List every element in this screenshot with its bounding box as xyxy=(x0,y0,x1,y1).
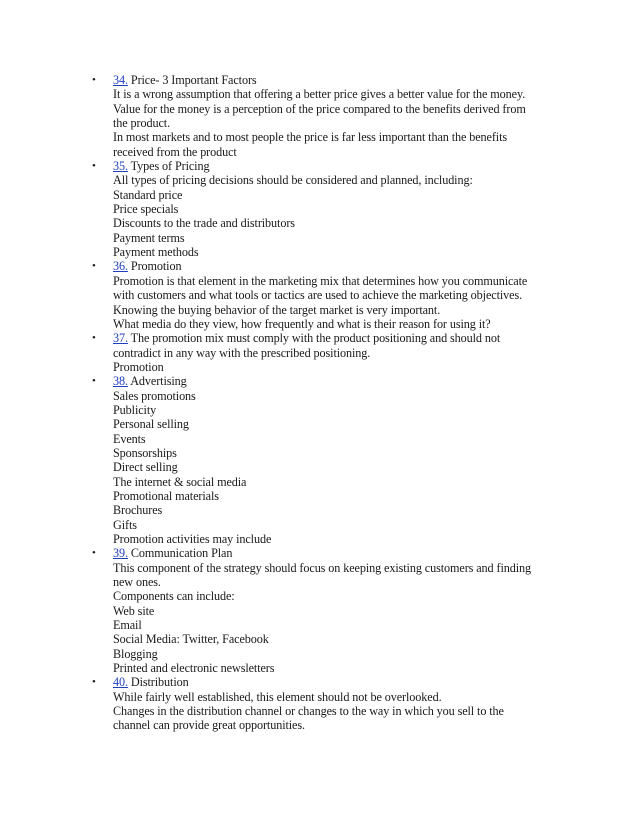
bullet-icon: • xyxy=(92,332,96,345)
item-text-line: Payment terms xyxy=(113,230,185,245)
item-heading-line xyxy=(113,159,562,173)
slide-number-link[interactable]: 37. xyxy=(113,331,128,346)
item-text-line: Personal selling xyxy=(113,417,189,432)
item-heading-line xyxy=(113,546,562,560)
item-text-line: contradict in any way with the prescribed positioning. xyxy=(113,345,371,360)
item-title: Types of Pricing xyxy=(127,159,210,174)
slide-number-link[interactable]: 39. xyxy=(113,546,128,561)
item-text-line: Printed and electronic newsletters xyxy=(113,661,275,676)
item-text-line: Social Media: Twitter, Facebook xyxy=(113,632,269,647)
item-title: Distribution xyxy=(127,675,189,690)
item-text-line: Promotion activities may include xyxy=(113,532,272,546)
bullet-icon: • xyxy=(92,74,96,86)
list-item xyxy=(92,675,562,732)
item-title: The promotion mix must comply with the product positioning and should not xyxy=(127,331,501,346)
list-item xyxy=(92,73,562,159)
item-text-line: channel can provide great opportunities. xyxy=(113,718,305,733)
item-text-line: Gifts xyxy=(113,517,137,532)
item-text-line: Promotional materials xyxy=(113,488,219,503)
item-text-line: Email xyxy=(113,618,142,633)
item-text-line: Promotion is that element in the marketing mix that determines how you communicate xyxy=(113,273,528,288)
item-text-line: Publicity xyxy=(113,402,157,417)
list-item xyxy=(92,546,562,675)
item-text-line: new ones. xyxy=(113,575,161,590)
item-text-line: Direct selling xyxy=(113,460,178,475)
item-title: Advertising xyxy=(127,374,187,389)
list-item xyxy=(92,159,562,259)
slide-number-link[interactable]: 38. xyxy=(113,374,128,389)
item-heading-line xyxy=(113,675,562,689)
item-text-line: Discounts to the trade and distributors xyxy=(113,216,295,231)
bullet-icon: • xyxy=(92,160,96,173)
item-title: Promotion xyxy=(127,259,182,274)
item-heading-line xyxy=(113,259,562,273)
item-title: Communication Plan xyxy=(127,546,233,561)
item-text-line: Web site xyxy=(113,603,155,618)
item-heading-line xyxy=(113,331,562,345)
item-text-line: Knowing the buying behavior of the target market is very important. xyxy=(113,302,441,317)
item-text-line: This component of the strategy should focus on keeping existing customers and finding xyxy=(113,560,531,575)
item-heading-line xyxy=(113,374,562,388)
item-text-line: Components can include: xyxy=(113,589,235,604)
item-text-line: Standard price xyxy=(113,187,183,202)
item-text-line: Price specials xyxy=(113,202,179,217)
bullet-icon: • xyxy=(92,260,96,273)
item-text-line: the product. xyxy=(113,116,171,131)
slide-number-link[interactable]: 36. xyxy=(113,259,128,274)
item-text-line: Sponsorships xyxy=(113,445,177,460)
item-text-line: What media do they view, how frequently and what is their reason for using it? xyxy=(113,316,491,331)
slide-number-link[interactable]: 40. xyxy=(113,675,128,690)
list-item xyxy=(92,374,562,546)
bullet-icon: • xyxy=(92,375,96,388)
item-text-line: While fairly well established, this element should not be overlooked. xyxy=(113,689,442,704)
item-text-line: It is a wrong assumption that offering a better price gives a better value for the money. xyxy=(113,87,526,102)
item-title: Price- 3 Important Factors xyxy=(127,73,257,87)
item-text-line: All types of pricing decisions should be considered and planned, including: xyxy=(113,173,473,188)
item-text-line: Value for the money is a perception of the price compared to the benefits derived from xyxy=(113,101,526,116)
list-item xyxy=(92,331,562,374)
item-text-line: Events xyxy=(113,431,146,446)
bullet-icon: • xyxy=(92,547,96,560)
slide-text-list xyxy=(92,73,562,733)
list-item xyxy=(92,259,562,331)
item-text-line: Changes in the distribution channel or changes to the way in which you sell to the xyxy=(113,704,504,719)
item-text-line: Blogging xyxy=(113,646,158,661)
item-text-line: received from the product xyxy=(113,144,237,159)
item-text-line: Sales promotions xyxy=(113,388,196,403)
item-text-line: The internet & social media xyxy=(113,474,247,489)
item-text-line: In most markets and to most people the price is far less important than the benefits xyxy=(113,130,508,145)
item-text-line: Payment methods xyxy=(113,245,199,260)
slide-number-link[interactable]: 34. xyxy=(113,73,128,87)
item-heading-line xyxy=(113,73,562,87)
bullet-icon: • xyxy=(92,676,96,689)
item-text-line: with customers and what tools or tactics are used to achieve the marketing objectives. xyxy=(113,288,523,303)
slide-number-link[interactable]: 35. xyxy=(113,159,128,174)
item-text-line: Promotion xyxy=(113,359,164,374)
item-text-line: Brochures xyxy=(113,503,163,518)
